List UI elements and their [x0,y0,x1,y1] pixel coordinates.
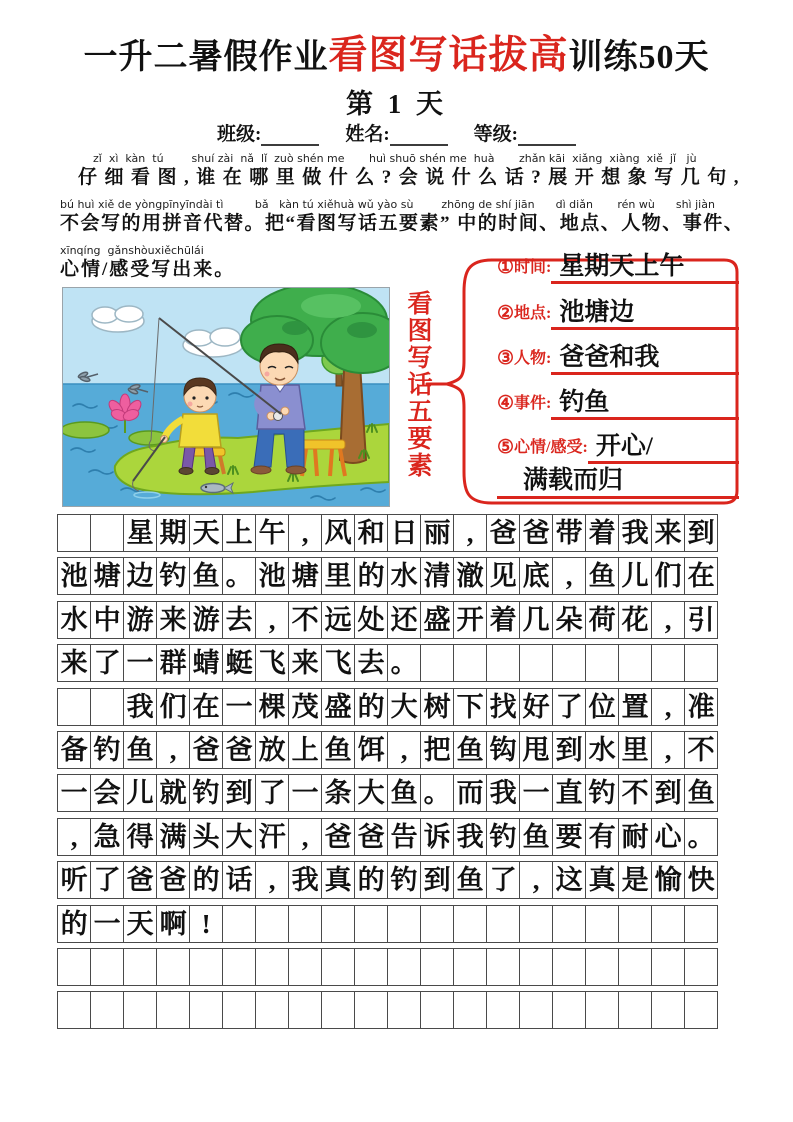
grid-cell[interactable] [684,644,718,682]
grid-cell[interactable] [255,991,289,1029]
grid-cell[interactable]: 诉 [420,818,454,856]
grid-cell[interactable] [57,991,91,1029]
grid-cell[interactable]: , [288,514,322,552]
grid-cell[interactable]: 。 [420,774,454,812]
grid-cell[interactable]: 们 [651,557,685,595]
feeling-answer-line2[interactable]: 满载而归 [497,467,739,499]
grid-cell[interactable]: 池 [255,557,289,595]
grid-cell[interactable]: 到 [684,514,718,552]
grid-cell[interactable] [90,514,124,552]
grid-cell[interactable]: 鱼 [321,731,355,769]
grid-cell[interactable]: 了 [552,688,586,726]
grid-cell[interactable]: 游 [123,601,157,639]
grid-cell[interactable]: , [156,731,190,769]
grid-cell[interactable]: 飞 [321,644,355,682]
grid-cell[interactable]: 茂 [288,688,322,726]
grid-cell[interactable]: 饵 [354,731,388,769]
grid-cell[interactable] [90,688,124,726]
event-label: ④事件: [497,392,552,414]
grid-cell[interactable]: 一 [90,905,124,943]
person-answer-blank[interactable]: 爸爸和我 [551,344,739,375]
grid-cell[interactable]: 鱼 [519,818,553,856]
instruction-pair-2 [60,198,750,236]
grid-cell[interactable]: 里 [321,557,355,595]
grid-cell[interactable]: 位 [585,688,619,726]
grid-cell[interactable]: 爸 [321,818,355,856]
grid-cell[interactable] [189,991,223,1029]
grid-cell[interactable]: 到 [552,731,586,769]
feeling-answer-blank[interactable]: 开心/ [588,433,739,464]
grid-cell[interactable]: 不 [618,774,652,812]
grid-cell[interactable] [552,905,586,943]
grid-cell[interactable] [420,948,454,986]
grid-cell[interactable]: 不 [684,731,718,769]
writing-grid [57,514,743,1035]
grid-cell[interactable]: , [453,514,487,552]
grid-cell[interactable] [684,948,718,986]
instruction-pair-1 [60,152,750,190]
grid-cell[interactable] [453,905,487,943]
grid-cell[interactable] [651,948,685,986]
page-title [0,24,793,80]
grid-cell[interactable]: 棵 [255,688,289,726]
grid-cell[interactable]: 得 [123,818,157,856]
grid-cell[interactable] [321,905,355,943]
grid-cell[interactable]: 而 [453,774,487,812]
grid-cell[interactable]: 天 [189,514,223,552]
grid-cell[interactable] [552,948,586,986]
grid-cell[interactable]: , [651,731,685,769]
grid-cell[interactable]: 啊 [156,905,190,943]
grid-cell[interactable]: 真 [321,861,355,899]
grid-cell[interactable] [387,905,421,943]
grid-cell[interactable] [618,948,652,986]
instruction-line-2: 不会写的用拼音代替。把“看图写话五要素” 中的时间、地点、人物、事件、 [60,213,745,234]
grid-cell[interactable] [189,948,223,986]
grid-cell[interactable] [585,948,619,986]
grid-cell[interactable] [57,948,91,986]
grid-cell[interactable]: 蜻 [189,644,223,682]
grid-cell[interactable] [288,948,322,986]
element-row-feeling-cont [497,467,739,499]
grid-cell[interactable]: 边 [123,557,157,595]
fishing-scene-svg [63,288,389,506]
grid-cell[interactable]: 一 [519,774,553,812]
instruction-line-3: 心情/感受写出来。 [60,259,236,280]
grid-cell[interactable]: 盛 [321,688,355,726]
grid-cell[interactable]: 我 [453,818,487,856]
grid-cell[interactable] [453,991,487,1029]
grid-row [57,557,743,595]
curly-brace [447,260,492,503]
grid-cell[interactable] [387,948,421,986]
element-row-event [497,389,739,420]
grid-cell[interactable] [57,688,91,726]
grid-cell[interactable]: 。 [222,557,256,595]
grade-label: 等级: [473,124,518,145]
grid-cell[interactable]: 来 [288,644,322,682]
grid-cell[interactable]: 置 [618,688,652,726]
grid-cell[interactable]: 大 [222,818,256,856]
grid-cell[interactable]: 去 [222,601,256,639]
grid-cell[interactable]: 钓 [156,557,190,595]
grid-cell[interactable] [453,644,487,682]
grid-cell[interactable]: 大 [387,688,421,726]
grid-cell[interactable]: 真 [585,861,619,899]
grid-cell[interactable] [321,991,355,1029]
grid-cell[interactable]: 塘 [288,557,322,595]
grid-cell[interactable]: , [288,818,322,856]
grade-blank-field[interactable] [518,125,576,146]
event-answer-blank[interactable]: 钓鱼 [551,389,739,420]
grid-cell[interactable]: 塘 [90,557,124,595]
grid-cell[interactable] [420,991,454,1029]
grid-cell[interactable]: 甩 [519,731,553,769]
grid-cell[interactable] [420,644,454,682]
circled-2-icon: ② [497,302,515,324]
time-answer-blank[interactable]: 星期天上午 [551,253,739,284]
grid-cell[interactable]: 钓 [387,861,421,899]
grid-cell[interactable]: 群 [156,644,190,682]
name-blank-field[interactable] [390,125,448,146]
grid-cell[interactable]: 朵 [552,601,586,639]
grid-cell[interactable]: 爸 [486,514,520,552]
grid-cell[interactable]: 话 [222,861,256,899]
grid-cell[interactable]: 一 [288,774,322,812]
grid-cell[interactable]: 在 [189,688,223,726]
grid-cell[interactable] [156,948,190,986]
pinyin-line-3: xīnqíng gǎnshòuxiěchūlái [60,244,204,257]
grid-cell[interactable]: 鱼 [123,731,157,769]
grid-cell[interactable]: 在 [684,557,718,595]
grid-cell[interactable]: 蜓 [222,644,256,682]
instruction-line-1: 仔细看图,谁在哪里做什么?会说什么话?展开想象写几句, [78,167,747,188]
grid-cell[interactable]: 的 [354,861,388,899]
grid-cell[interactable]: 爸 [189,731,223,769]
grid-cell[interactable]: 开 [453,601,487,639]
grid-cell[interactable]: 。 [684,818,718,856]
grid-cell[interactable] [552,991,586,1029]
grid-cell[interactable]: 儿 [618,557,652,595]
grid-row [57,818,743,856]
grid-cell[interactable] [321,948,355,986]
grid-cell[interactable]: 日 [387,514,421,552]
feeling-label: ⑤心情/感受: [497,436,588,458]
grid-cell[interactable]: 爸 [519,514,553,552]
grid-cell[interactable] [651,905,685,943]
grid-cell[interactable] [387,991,421,1029]
time-label: ①时间: [497,256,552,278]
grid-cell[interactable]: , [255,601,289,639]
grid-cell[interactable]: 汗 [255,818,289,856]
grid-cell[interactable]: 爸 [354,818,388,856]
grid-cell[interactable]: 的 [354,557,388,595]
grid-cell[interactable]: 去 [354,644,388,682]
grid-cell[interactable] [222,905,256,943]
grid-cell[interactable]: 来 [57,644,91,682]
title-part-right: 训练50天 [568,39,710,76]
grid-cell[interactable]: 盛 [420,601,454,639]
grid-cell[interactable]: 远 [321,601,355,639]
grid-cell[interactable]: 直 [552,774,586,812]
grid-cell[interactable] [684,905,718,943]
grid-cell[interactable]: 期 [156,514,190,552]
grid-cell[interactable] [123,948,157,986]
grid-cell[interactable]: 几 [519,601,553,639]
grid-cell[interactable]: 来 [651,514,685,552]
grid-cell[interactable]: 还 [387,601,421,639]
grid-cell[interactable] [651,644,685,682]
grid-cell[interactable]: 着 [486,601,520,639]
grid-cell[interactable] [684,991,718,1029]
circled-4-icon: ④ [497,392,515,414]
grid-cell[interactable]: 爸 [222,731,256,769]
grid-cell[interactable]: 底 [519,557,553,595]
grid-cell[interactable]: 池 [57,557,91,595]
grid-cell[interactable]: 快 [684,861,718,899]
pinyin-line-2: bú huì xiě de yòngpīnyīndài tì bǎ kàn tú xiěhuà wǔ yào sù zhōng de shí jiān dì diǎn rén wù shì jiàn [60,198,715,211]
grid-cell[interactable] [618,991,652,1029]
grid-cell[interactable]: 鱼 [585,557,619,595]
grid-cell[interactable]: 钓 [585,774,619,812]
grid-cell[interactable] [222,948,256,986]
grid-cell[interactable]: 到 [420,861,454,899]
grid-cell[interactable] [618,905,652,943]
grid-cell[interactable]: 鱼 [453,861,487,899]
grid-cell[interactable]: 来 [156,601,190,639]
grid-cell[interactable]: 不 [288,601,322,639]
grid-cell[interactable]: , [651,601,685,639]
grid-row [57,514,743,552]
header-fields [0,119,793,146]
grid-cell[interactable]: 了 [90,861,124,899]
grid-cell[interactable]: 要 [552,818,586,856]
grid-cell[interactable] [90,948,124,986]
grid-cell[interactable]: 上 [222,514,256,552]
grid-cell[interactable]: 钓 [189,774,223,812]
grid-cell[interactable]: 引 [684,601,718,639]
place-answer-blank[interactable]: 池塘边 [551,299,739,330]
grid-cell[interactable]: 有 [585,818,619,856]
person-label: ③人物: [497,347,552,369]
grid-cell[interactable]: 我 [123,688,157,726]
pinyin-line-1: zǐ xì kàn tú shuí zài nǎ lǐ zuò shén me huì shuō shén me huà zhǎn kāi xiǎng xiàng xiě jǐ jù [93,152,697,165]
grid-cell[interactable]: 了 [255,774,289,812]
grid-cell[interactable] [57,514,91,552]
class-blank-field[interactable] [261,125,319,146]
fishing-scene-illustration [62,287,390,507]
grid-cell[interactable]: 游 [189,601,223,639]
grid-cell[interactable] [255,905,289,943]
grid-cell[interactable] [486,991,520,1029]
grid-cell[interactable]: , [57,818,91,856]
grid-cell[interactable]: 我 [618,514,652,552]
grid-cell[interactable]: 到 [651,774,685,812]
grid-cell[interactable]: 我 [486,774,520,812]
grid-cell[interactable]: 处 [354,601,388,639]
day-title: 第 1 天 [346,89,447,119]
grid-cell[interactable]: 带 [552,514,586,552]
grid-cell[interactable]: 找 [486,688,520,726]
grid-cell[interactable] [486,644,520,682]
grid-cell[interactable] [354,905,388,943]
grid-cell[interactable] [519,905,553,943]
grid-cell[interactable]: 风 [321,514,355,552]
grid-cell[interactable]: 。 [387,644,421,682]
grid-cell[interactable]: 水 [387,557,421,595]
circled-3-icon: ③ [497,347,515,369]
grid-cell[interactable]: 的 [57,905,91,943]
grid-cell[interactable] [288,991,322,1029]
grid-cell[interactable]: 放 [255,731,289,769]
grid-cell[interactable] [585,991,619,1029]
grid-cell[interactable]: , [519,861,553,899]
grid-cell[interactable]: 鱼 [453,731,487,769]
grid-row [57,688,743,726]
element-row-person [497,344,739,375]
grid-cell[interactable]: 澈 [453,557,487,595]
grid-cell[interactable]: 星 [123,514,157,552]
grid-cell[interactable]: 中 [90,601,124,639]
grid-cell[interactable]: , [255,861,289,899]
place-label: ②地点: [497,302,552,324]
grid-cell[interactable] [255,948,289,986]
grid-cell[interactable]: 鱼 [189,557,223,595]
grid-cell[interactable]: 了 [90,644,124,682]
grid-cell[interactable]: 一 [57,774,91,812]
grid-cell[interactable] [354,948,388,986]
grid-cell[interactable] [288,905,322,943]
grid-cell[interactable] [420,905,454,943]
grid-cell[interactable]: 我 [288,861,322,899]
grid-cell[interactable]: 头 [189,818,223,856]
grid-row [57,948,743,986]
grid-cell[interactable]: 一 [123,644,157,682]
grid-cell[interactable]: 见 [486,557,520,595]
grid-cell[interactable] [486,905,520,943]
grid-cell[interactable] [486,948,520,986]
grid-cell[interactable]: 上 [288,731,322,769]
grid-cell[interactable]: 爸 [156,861,190,899]
grid-cell[interactable]: 心 [651,818,685,856]
grid-cell[interactable]: 备 [57,731,91,769]
grid-row [57,601,743,639]
grid-cell[interactable]: 午 [255,514,289,552]
grid-cell[interactable]: 好 [519,688,553,726]
grid-cell[interactable] [90,991,124,1029]
grid-cell[interactable]: 鱼 [387,774,421,812]
grid-cell[interactable]: 水 [57,601,91,639]
grid-cell[interactable]: 儿 [123,774,157,812]
grid-row [57,861,743,899]
grid-cell[interactable] [519,991,553,1029]
class-label: 班级: [217,124,262,145]
grid-cell[interactable] [222,991,256,1029]
grid-cell[interactable]: 鱼 [684,774,718,812]
grid-cell[interactable]: 丽 [420,514,454,552]
grid-cell[interactable]: 一 [222,688,256,726]
grid-cell[interactable]: 天 [123,905,157,943]
grid-cell[interactable]: 水 [585,731,619,769]
grid-cell[interactable]: 这 [552,861,586,899]
grid-cell[interactable]: 就 [156,774,190,812]
title-part-left: 一升二暑假作业 [83,39,329,76]
title-part-red: 看图写话拔高 [328,34,569,77]
grid-cell[interactable]: , [651,688,685,726]
grid-cell[interactable]: 里 [618,731,652,769]
grid-cell[interactable]: ! [189,905,223,943]
grid-cell[interactable]: 荷 [585,601,619,639]
grid-cell[interactable]: 会 [90,774,124,812]
grid-cell[interactable]: 树 [420,688,454,726]
grid-cell[interactable]: 飞 [255,644,289,682]
grid-cell[interactable]: 的 [354,688,388,726]
grid-cell[interactable]: 了 [486,861,520,899]
grid-cell[interactable] [519,644,553,682]
grid-cell[interactable]: 钩 [486,731,520,769]
grid-cell[interactable]: 着 [585,514,619,552]
name-label: 姓名: [345,124,390,145]
five-elements-side-label: 看图写话五要素 [404,290,431,479]
grid-row [57,905,743,943]
grid-cell[interactable] [156,991,190,1029]
grid-cell[interactable]: , [552,557,586,595]
grid-cell[interactable]: 准 [684,688,718,726]
grid-cell[interactable] [519,948,553,986]
grid-cell[interactable] [651,991,685,1029]
grid-cell[interactable]: 钓 [90,731,124,769]
grid-cell[interactable]: 花 [618,601,652,639]
grid-cell[interactable] [585,644,619,682]
grid-cell[interactable]: 把 [420,731,454,769]
grid-cell[interactable] [585,905,619,943]
grid-cell[interactable]: 急 [90,818,124,856]
grid-cell[interactable] [123,991,157,1029]
grid-cell[interactable]: 的 [189,861,223,899]
grid-cell[interactable]: 下 [453,688,487,726]
grid-cell[interactable]: 清 [420,557,454,595]
grid-cell[interactable]: 愉 [651,861,685,899]
grid-row [57,731,743,769]
grid-cell[interactable]: 和 [354,514,388,552]
grid-row [57,991,743,1029]
grid-row [57,644,743,682]
element-row-place [497,299,739,330]
grid-row [57,774,743,812]
grid-cell[interactable] [453,948,487,986]
grid-cell[interactable]: 到 [222,774,256,812]
circled-1-icon: ① [497,256,515,278]
grid-cell[interactable]: 耐 [618,818,652,856]
grid-cell[interactable]: , [387,731,421,769]
grid-cell[interactable] [552,644,586,682]
grid-cell[interactable]: 满 [156,818,190,856]
grid-cell[interactable] [354,991,388,1029]
grid-cell[interactable]: 钓 [486,818,520,856]
grid-cell[interactable]: 条 [321,774,355,812]
element-row-time [497,253,739,284]
grid-cell[interactable]: 大 [354,774,388,812]
grid-cell[interactable]: 听 [57,861,91,899]
grid-cell[interactable]: 爸 [123,861,157,899]
circled-5-icon: ⑤ [497,436,515,458]
grid-cell[interactable] [618,644,652,682]
grid-cell[interactable]: 告 [387,818,421,856]
grid-cell[interactable]: 们 [156,688,190,726]
element-row-feeling [497,433,739,464]
grid-cell[interactable]: 是 [618,861,652,899]
